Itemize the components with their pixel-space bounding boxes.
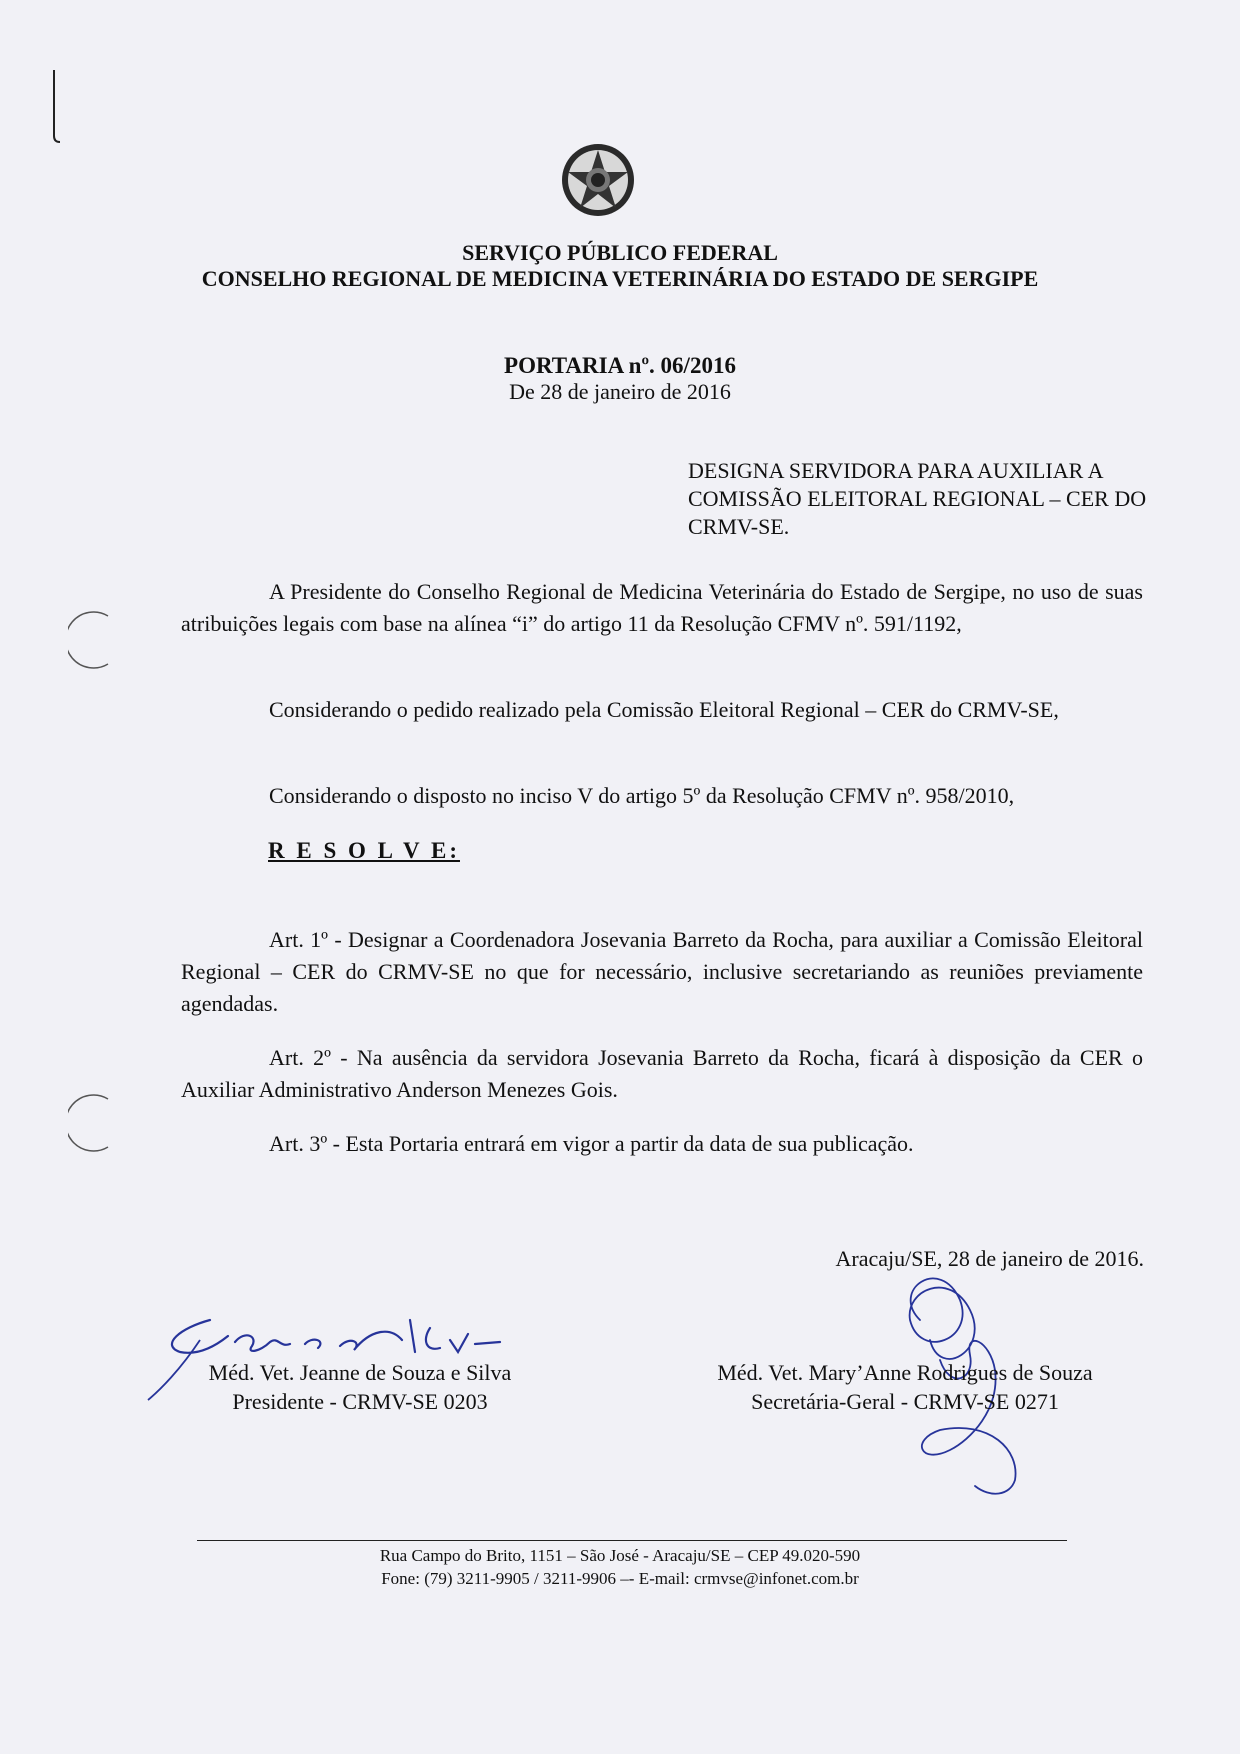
binder-hole-bottom <box>68 1093 112 1153</box>
header-line-1: SERVIÇO PÚBLICO FEDERAL <box>462 240 778 265</box>
footer-address: Rua Campo do Brito, 1151 – São José - Aracaju/SE – CEP 49.020-590 <box>379 1546 861 1565</box>
header-line-2: CONSELHO REGIONAL DE MEDICINA VETERINÁRIA DO ESTADO DE SERGIPE <box>201 266 1039 291</box>
signature-block-president <box>180 1358 540 1416</box>
article-1: Art. 1º - Designar a Coordenadora Josevania Barreto da Rocha, para auxiliar a Comissão Eleitoral Regional – CER do CRMV-SE no que for necessário, inclusive secretariando as reuniões previamente agendadas. <box>181 927 1143 1016</box>
signatory-name: Méd. Vet. Mary’Anne Rodrigues de Souza <box>717 1360 1093 1385</box>
signature-block-secretary <box>670 1358 1140 1416</box>
footer-contact: Fone: (79) 3211-9905 / 3211-9906 –- E-mail: crmvse@infonet.com.br <box>381 1569 859 1588</box>
staple-mark <box>46 66 66 146</box>
dateline: Aracaju/SE, 28 de janeiro de 2016. <box>835 1246 1144 1271</box>
portaria-date: De 28 de janeiro de 2016 <box>509 379 731 404</box>
portaria-number: PORTARIA nº. 06/2016 <box>504 353 736 378</box>
resolve-heading: R E S O L V E: <box>268 838 460 863</box>
signatory-role: Secretária-Geral - CRMV-SE 0271 <box>751 1389 1059 1414</box>
article-2: Art. 2º - Na ausência da servidora Josevania Barreto da Rocha, ficará à disposição da CER o Auxiliar Administrativo Anderson Menezes Gois. <box>181 1045 1143 1102</box>
ementa: DESIGNA SERVIDORA PARA AUXILIAR A COMISSÃO ELEITORAL REGIONAL – CER DO CRMV-SE. <box>688 458 1147 539</box>
portaria-title-block <box>0 353 1240 405</box>
coat-of-arms-emblem <box>560 142 636 218</box>
preamble-paragraph: A Presidente do Conselho Regional de Medicina Veterinária do Estado de Sergipe, no uso de suas atribuições legais com base na alínea “i” do artigo 11 da Resolução CFMV nº. 591/1192, <box>181 579 1143 636</box>
considerando-1: Considerando o pedido realizado pela Comissão Eleitoral Regional – CER do CRMV-SE, <box>269 697 1059 722</box>
footer-divider <box>197 1540 1067 1541</box>
considerando-2: Considerando o disposto no inciso V do artigo 5º da Resolução CFMV nº. 958/2010, <box>269 783 1015 808</box>
signatory-role: Presidente - CRMV-SE 0203 <box>232 1389 488 1414</box>
article-3: Art. 3º - Esta Portaria entrará em vigor a partir da data de sua publicação. <box>269 1131 914 1156</box>
signatory-name: Méd. Vet. Jeanne de Souza e Silva <box>208 1360 512 1385</box>
binder-hole-top <box>68 610 112 670</box>
